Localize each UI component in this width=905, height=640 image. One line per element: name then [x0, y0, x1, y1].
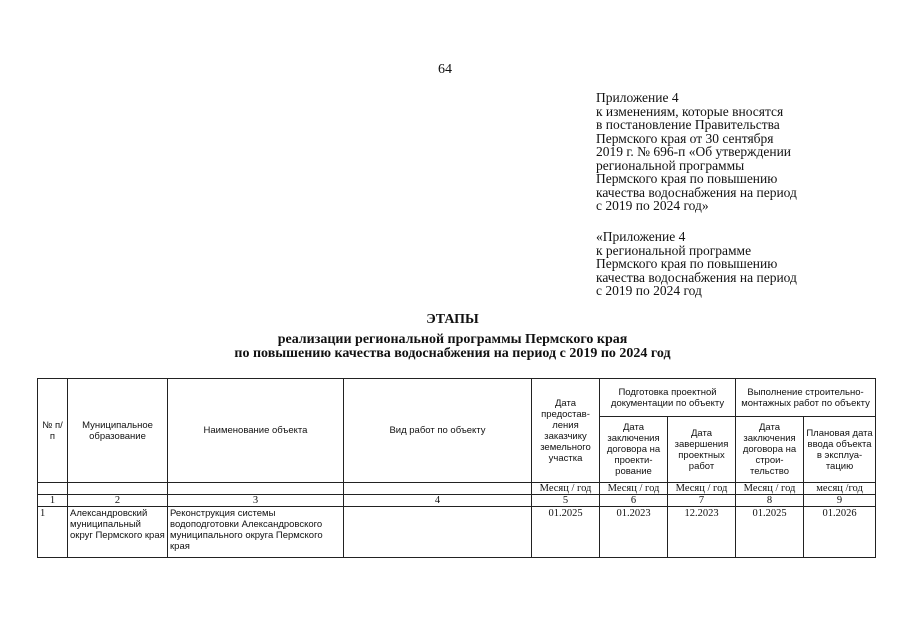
appendix-line: к изменениям, которые вносятся — [596, 103, 784, 119]
appendix-line: качества водоснабжения на период — [596, 184, 797, 200]
subtitle-line: реализации региональной программы Пермского края — [277, 332, 628, 347]
appendix-line: региональной программы — [596, 157, 745, 173]
header-construction-contract: Дата заключения договора на строи-тельство — [736, 417, 804, 483]
unit-cell — [38, 483, 68, 495]
appendix-line: в постановление Правительства — [596, 117, 780, 132]
row-object-name: Реконструкция системы водоподготовки Александровского муниципального округа Пермского края — [168, 507, 344, 558]
header-object-name: Наименование объекта — [168, 379, 344, 483]
stages-table — [37, 378, 876, 558]
row-design-contract: 01.2023 — [600, 507, 668, 558]
appendix-line: с 2019 по 2024 год» — [596, 198, 709, 213]
column-number: 1 — [38, 495, 68, 507]
row-municipality: Александровский муниципальный округ Пермского края — [68, 507, 168, 558]
appendix-line: Пермского края по повышению — [596, 171, 778, 186]
column-number: 3 — [168, 495, 344, 507]
header-design-contract: Дата заключения договора на проекти-рование — [600, 417, 668, 483]
row-num: 1 — [38, 507, 68, 558]
column-number: 7 — [668, 495, 736, 507]
appendix-line: Пермского края по повышению — [596, 256, 778, 271]
header-design-group: Подготовка проектной документации по объекту — [600, 379, 736, 417]
header-design-end: Дата завершения проектных работ — [668, 417, 736, 483]
page-number: 64 — [438, 62, 452, 77]
row-construction-contract: 01.2025 — [736, 507, 804, 558]
appendix-line: 2019 г. № 696-п «Об утверждении — [596, 144, 792, 159]
column-number: 4 — [344, 495, 532, 507]
column-number: 9 — [804, 495, 876, 507]
row-site-date: 01.2025 — [532, 507, 600, 558]
appendix-line: «Приложение 4 — [596, 229, 686, 244]
header-site-date: Дата предостав-ления заказчику земельного участка — [532, 379, 600, 483]
row-design-end: 12.2023 — [668, 507, 736, 558]
column-number: 8 — [736, 495, 804, 507]
appendix-line: качества водоснабжения на период — [596, 269, 797, 285]
unit-cell: месяц /год — [804, 483, 876, 495]
appendix-line: Приложение 4 — [596, 90, 679, 105]
document-title: ЭТАПЫ — [426, 312, 479, 327]
unit-cell: Месяц / год — [668, 483, 736, 495]
header-work-type: Вид работ по объекту — [344, 379, 532, 483]
column-number: 2 — [68, 495, 168, 507]
appendix-note-amendments — [596, 91, 797, 213]
document-subtitle — [150, 333, 755, 361]
unit-cell: Месяц / год — [736, 483, 804, 495]
unit-cell — [168, 483, 344, 495]
appendix-line: к региональной программе — [596, 242, 752, 258]
header-construction-group: Выполнение строительно-монтажных работ по объекту — [736, 379, 876, 417]
header-commissioning: Плановая дата ввода объекта в эксплуа-тацию — [804, 417, 876, 483]
table-row — [38, 507, 876, 558]
appendix-line: с 2019 по 2024 год — [596, 283, 702, 298]
unit-cell: Месяц / год — [532, 483, 600, 495]
row-work-type — [344, 507, 532, 558]
subtitle-line: по повышению качества водоснабжения на период с 2019 по 2024 год — [234, 346, 671, 361]
header-municipality: Муниципальное образование — [68, 379, 168, 483]
header-num: № п/п — [38, 379, 68, 483]
column-number: 5 — [532, 495, 600, 507]
column-number: 6 — [600, 495, 668, 507]
unit-cell — [344, 483, 532, 495]
unit-cell: Месяц / год — [600, 483, 668, 495]
appendix-note-program — [596, 230, 797, 298]
appendix-line: Пермского края от 30 сентября — [596, 130, 774, 146]
row-commissioning: 01.2026 — [804, 507, 876, 558]
unit-cell — [68, 483, 168, 495]
